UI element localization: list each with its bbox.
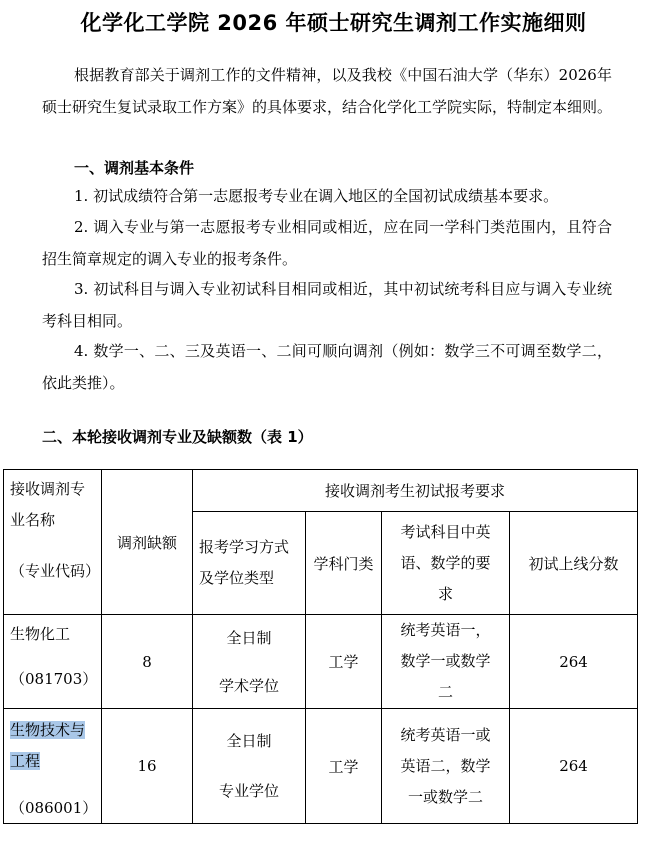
cell-discipline: 工学 xyxy=(306,615,382,709)
header-major-label: 接收调剂专业名称 xyxy=(10,480,86,529)
cell-subjects: 统考英语一或英语二，数学一或数学二 xyxy=(382,709,510,824)
header-mode: 报考学习方式及学位类型 xyxy=(193,512,306,615)
cell-score: 264 xyxy=(510,709,638,824)
cell-quota: 16 xyxy=(102,709,193,824)
mode-line-1: 全日制 xyxy=(226,628,272,647)
table-row xyxy=(4,709,638,824)
cell-score: 264 xyxy=(510,615,638,709)
cell-mode xyxy=(193,615,306,709)
cell-major xyxy=(4,709,102,824)
table-header-row-1 xyxy=(4,470,638,512)
condition-item-2: 2. 调入专业与第一志愿报考专业相同或相近，应在同一学科门类范围内，且符合招生简章规定的调入专业的报考条件。 xyxy=(42,218,612,268)
section-heading-conditions: 一、调剂基本条件 xyxy=(74,159,195,177)
mode-line-2: 学术学位 xyxy=(218,676,279,695)
cell-major xyxy=(4,615,102,709)
mode-line-2: 专业学位 xyxy=(218,782,279,800)
document-title: 化学化工学院 2026 年硕士研究生调剂工作实施细则 xyxy=(80,11,587,35)
major-code: （086001） xyxy=(10,799,98,817)
section-heading-quota: 二、本轮接收调剂专业及缺额数（表 1） xyxy=(42,428,313,446)
cell-mode xyxy=(193,709,306,824)
header-major xyxy=(4,470,102,615)
cell-discipline: 工学 xyxy=(306,709,382,824)
table-row xyxy=(4,615,638,709)
condition-item-3: 3. 初试科目与调入专业初试科目相同或相近，其中初试统考科目应与调入专业统考科目相同。 xyxy=(42,280,612,330)
header-requirements: 接收调剂考生初试报考要求 xyxy=(193,470,638,512)
intro-paragraph: 根据教育部关于调剂工作的文件精神，以及我校《中国石油大学（华东）2026年硕士研究生复试录取工作方案》的具体要求，结合化学化工学院实际，特制定本细则。 xyxy=(42,66,613,116)
condition-item-1: 1. 初试成绩符合第一志愿报考专业在调入地区的全国初试成绩基本要求。 xyxy=(74,187,559,205)
header-quota: 调剂缺额 xyxy=(102,470,193,615)
header-major-code: （专业代码） xyxy=(10,562,101,580)
cell-subjects: 统考英语一，数学一或数学二 xyxy=(382,615,510,709)
header-score: 初试上线分数 xyxy=(510,512,638,615)
quota-table xyxy=(3,469,638,824)
header-subjects: 考试科目中英语、数学的要求 xyxy=(382,512,510,615)
major-name: 生物化工 xyxy=(10,625,71,643)
mode-line-1: 全日制 xyxy=(226,732,272,750)
condition-item-4: 4. 数学一、二、三及英语一、二间可顺向调剂（例如：数学三不可调至数学二，依此类推）。 xyxy=(42,342,612,392)
major-name: 生物技术与工程 xyxy=(10,721,86,770)
cell-quota: 8 xyxy=(102,615,193,709)
header-discipline: 学科门类 xyxy=(306,512,382,615)
major-code: （081703） xyxy=(10,670,98,688)
